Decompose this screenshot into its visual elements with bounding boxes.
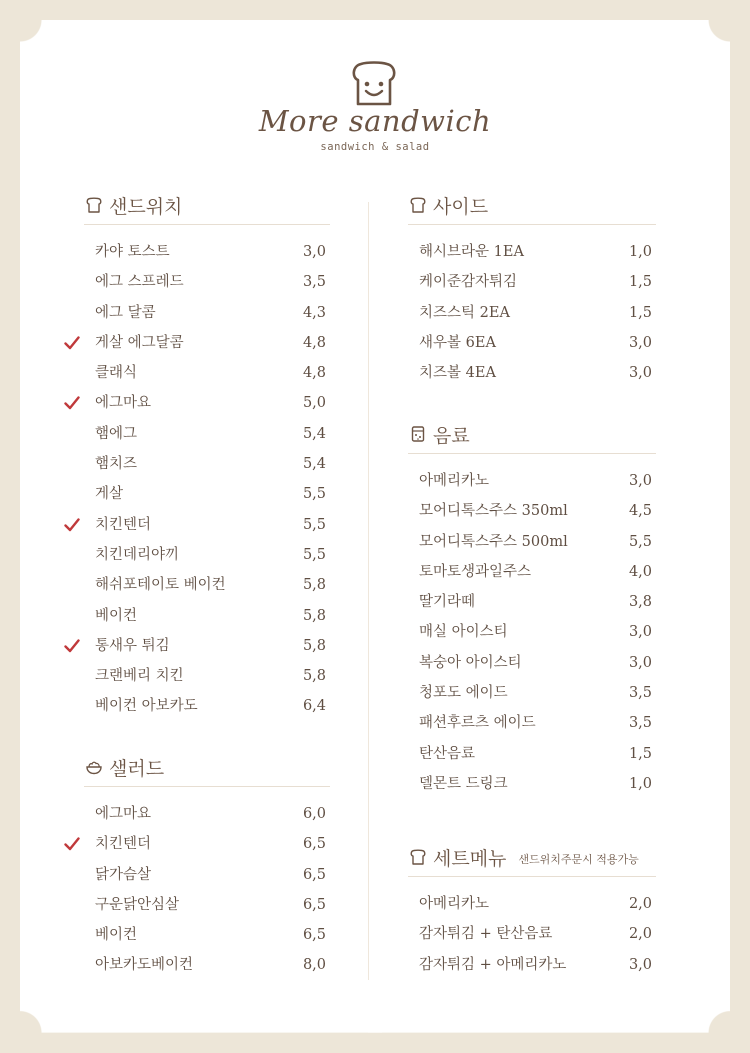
section-sandwich — [84, 190, 330, 722]
menu-item-price: 4,5 — [628, 503, 652, 520]
section-side — [408, 190, 656, 388]
menu-item-price: 5,8 — [302, 637, 326, 654]
menu-item-price: 1,0 — [628, 244, 652, 260]
menu-item — [408, 237, 656, 267]
menu-item-price: 3,5 — [628, 715, 652, 732]
menu-item-price: 6,5 — [302, 927, 326, 944]
menu-item — [408, 919, 656, 949]
menu-item-name: 아메리카노 — [419, 473, 490, 489]
menu-item-price: 4,3 — [302, 304, 326, 321]
menu-item — [84, 328, 330, 358]
section-header — [408, 419, 656, 454]
menu-item-price: 3,0 — [628, 624, 652, 641]
item-list — [408, 466, 656, 799]
section-title: 음료 — [433, 424, 470, 447]
menu-item — [84, 950, 330, 980]
brand-name: More sandwich — [258, 104, 492, 138]
menu-item — [84, 267, 330, 297]
item-list — [84, 237, 330, 722]
red-check-icon — [64, 837, 80, 851]
menu-item-price: 3,5 — [628, 685, 652, 702]
menu-item-price: 2,0 — [628, 926, 652, 943]
item-list — [84, 799, 330, 981]
red-check-icon — [64, 396, 80, 410]
menu-item — [84, 631, 330, 661]
menu-item — [408, 267, 656, 297]
menu-item-name: 새우볼 6EA — [419, 334, 496, 351]
menu-item-name: 햄치즈 — [95, 456, 138, 473]
section-note: 샌드위치주문시 적용가능 — [518, 853, 639, 866]
red-check-icon — [64, 336, 80, 350]
menu-item-name: 구운닭안심살 — [95, 896, 180, 913]
section-drink — [408, 419, 656, 799]
item-list — [408, 237, 656, 388]
red-check-icon — [64, 639, 80, 653]
menu-item-name: 베이컨 — [95, 607, 138, 624]
menu-item-price: 6,5 — [302, 866, 326, 883]
menu-item — [84, 237, 330, 267]
menu-item-name: 카야 토스트 — [95, 244, 170, 260]
menu-item-price: 4,8 — [302, 334, 326, 351]
menu-item — [408, 587, 656, 617]
menu-item-price: 5,8 — [302, 607, 326, 624]
menu-item-price: 4,0 — [628, 563, 652, 580]
menu-item — [408, 617, 656, 647]
menu-item-price: 5,0 — [302, 395, 326, 412]
menu-item-price: 5,5 — [302, 546, 326, 563]
section-header — [408, 842, 656, 877]
menu-item — [408, 950, 656, 980]
menu-item-name: 베이컨 아보카도 — [95, 698, 198, 715]
bread-icon — [85, 196, 103, 214]
menu-item-price: 2,0 — [628, 896, 652, 912]
menu-item — [84, 691, 330, 721]
menu-item — [84, 829, 330, 859]
menu-item — [84, 449, 330, 479]
bread-icon — [409, 848, 427, 866]
menu-item — [84, 890, 330, 920]
section-title: 세트메뉴 — [433, 847, 507, 870]
smiling-bread-logo-icon — [349, 58, 399, 108]
menu-item — [84, 570, 330, 600]
menu-item-name: 치킨텐더 — [95, 516, 152, 533]
menu-item-name: 해시브라운 1EA — [419, 244, 524, 260]
menu-item-price: 5,4 — [302, 425, 326, 442]
menu-item-name: 모어디톡스주스 500ml — [419, 533, 568, 550]
menu-item — [408, 678, 656, 708]
menu-item-price: 5,8 — [302, 668, 326, 685]
menu-item-name: 햄에그 — [95, 425, 138, 442]
menu-item — [408, 648, 656, 678]
menu-item — [408, 358, 656, 388]
menu-item — [84, 388, 330, 418]
menu-item-price: 3,0 — [302, 244, 326, 260]
menu-item-name: 매실 아이스티 — [419, 624, 508, 641]
menu-item-name: 케이준감자튀김 — [419, 274, 518, 291]
drink-cup-icon — [409, 425, 427, 443]
brand-tagline: sandwich & salad — [320, 141, 430, 153]
menu-item-name: 청포도 에이드 — [419, 685, 508, 702]
menu-item-price: 8,0 — [302, 957, 326, 974]
menu-item-price: 1,0 — [628, 775, 652, 792]
section-title: 사이드 — [433, 195, 489, 218]
section-salad — [84, 752, 330, 981]
menu-item-name: 탄산음료 — [419, 745, 476, 762]
menu-item-name: 복숭아 아이스티 — [419, 654, 522, 671]
menu-item — [408, 708, 656, 738]
section-set-menu — [408, 842, 656, 980]
menu-item — [408, 739, 656, 769]
section-header — [408, 190, 656, 225]
menu-item-price: 3,5 — [302, 274, 326, 291]
menu-item — [408, 328, 656, 358]
menu-item-name: 에그 달콤 — [95, 304, 156, 321]
menu-item-price: 3,0 — [628, 334, 652, 351]
menu-item — [84, 419, 330, 449]
menu-item-price: 6,5 — [302, 836, 326, 853]
menu-item-name: 감자튀김 + 아메리카노 — [419, 956, 567, 973]
menu-item-name: 치즈볼 4EA — [419, 365, 496, 382]
menu-item-price: 3,8 — [628, 594, 652, 611]
bread-icon — [409, 196, 427, 214]
menu-item-price: 3,0 — [628, 956, 652, 973]
menu-item-name: 패션후르츠 에이드 — [419, 715, 536, 732]
menu-item-name: 치킨데리야끼 — [95, 546, 180, 563]
menu-item — [408, 527, 656, 557]
section-header — [84, 190, 330, 225]
menu-item-price: 1,5 — [628, 304, 652, 321]
menu-item — [408, 889, 656, 919]
menu-item-name: 아메리카노 — [419, 896, 490, 912]
menu-item-name: 게살 — [95, 486, 124, 503]
menu-item-price: 5,5 — [302, 486, 326, 503]
menu-item-name: 베이컨 — [95, 927, 138, 944]
menu-item-name: 치킨텐더 — [95, 836, 152, 853]
menu-item-price: 3,0 — [628, 473, 652, 489]
section-header — [84, 752, 330, 787]
menu-item-price: 3,0 — [628, 654, 652, 671]
menu-item — [84, 860, 330, 890]
menu-item — [408, 496, 656, 526]
menu-item-price: 1,5 — [628, 745, 652, 762]
menu-item — [408, 298, 656, 328]
menu-item-price: 4,8 — [302, 365, 326, 382]
menu-item — [84, 298, 330, 328]
menu-item-price: 5,8 — [302, 577, 326, 594]
menu-item-name: 닭가슴살 — [95, 866, 152, 883]
menu-item-name: 통새우 튀김 — [95, 637, 170, 654]
menu-item-name: 치즈스틱 2EA — [419, 304, 510, 321]
menu-item — [84, 540, 330, 570]
menu-item — [84, 358, 330, 388]
menu-item-price: 6,5 — [302, 896, 326, 913]
menu-item-price: 5,4 — [302, 456, 326, 473]
menu-item-price: 3,0 — [628, 365, 652, 382]
menu-item — [408, 769, 656, 799]
menu-item — [408, 466, 656, 496]
menu-item-name: 클래식 — [95, 365, 138, 382]
menu-item — [84, 510, 330, 540]
menu-item — [84, 479, 330, 509]
menu-item-name: 에그 스프레드 — [95, 274, 184, 291]
menu-item — [84, 661, 330, 691]
section-title: 샌드위치 — [109, 195, 183, 218]
menu-item-name: 토마토생과일주스 — [419, 563, 532, 580]
salad-bowl-icon — [85, 758, 103, 776]
menu-item — [408, 557, 656, 587]
item-list — [408, 889, 656, 980]
menu-item-name: 에그마요 — [95, 806, 152, 822]
menu-item-price: 6,0 — [302, 806, 326, 822]
menu-item-name: 아보카도베이컨 — [95, 957, 194, 974]
menu-item-price: 6,4 — [302, 698, 326, 715]
menu-item — [84, 920, 330, 950]
menu-item-price: 5,5 — [628, 533, 652, 550]
menu-item-name: 모어디톡스주스 350ml — [419, 503, 568, 520]
menu-item — [84, 601, 330, 631]
column-divider — [368, 202, 369, 980]
menu-item-price: 5,5 — [302, 516, 326, 533]
menu-item-name: 감자튀김 + 탄산음료 — [419, 926, 553, 943]
menu-item-name: 해쉬포테이토 베이컨 — [95, 577, 226, 594]
section-title: 샐러드 — [109, 757, 165, 780]
menu-item-name: 게살 에그달콤 — [95, 334, 184, 351]
menu-item-name: 에그마요 — [95, 395, 152, 412]
menu-item-name: 딸기라떼 — [419, 594, 476, 611]
menu-item-price: 1,5 — [628, 274, 652, 291]
menu-item-name: 델몬트 드링크 — [419, 775, 508, 792]
menu-item-name: 크랜베리 치킨 — [95, 668, 184, 685]
red-check-icon — [64, 518, 80, 532]
menu-item — [84, 799, 330, 829]
